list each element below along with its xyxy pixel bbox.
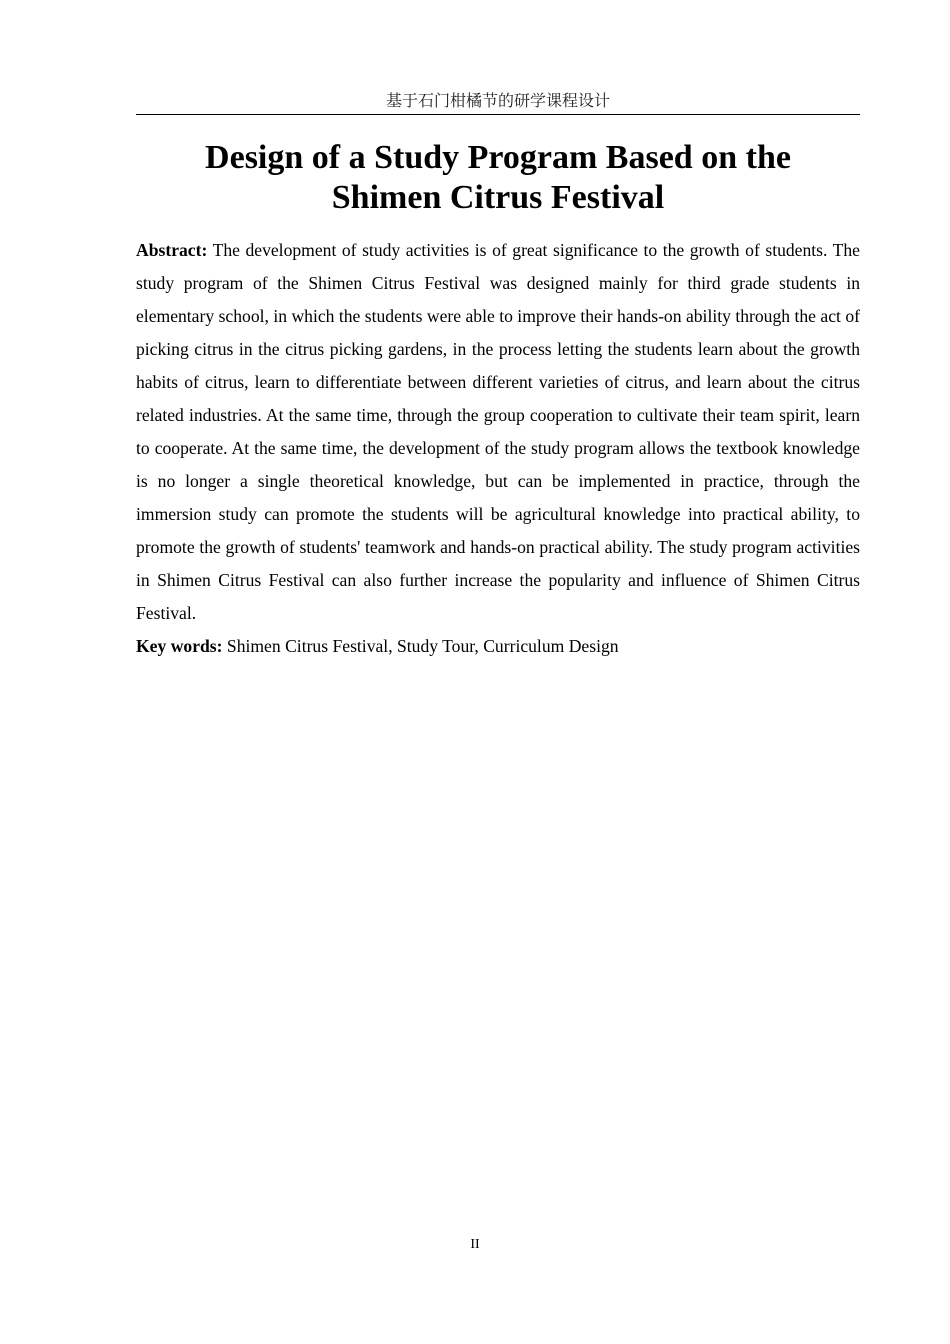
paper-title [136, 138, 860, 218]
paper-title-line-1: Design of a Study Program Based on the [205, 139, 791, 176]
abstract-label: Abstract: [136, 240, 208, 260]
abstract-paragraph [136, 234, 860, 630]
keywords-label: Key words: [136, 636, 223, 656]
running-header-text: 基于石门柑橘节的研学课程设计 [385, 91, 610, 110]
keywords-text: Shimen Citrus Festival, Study Tour, Curriculum Design [226, 636, 619, 656]
page-number: II [470, 1237, 480, 1252]
abstract-text: The development of study activities is of great significance to the growth of students. The study program of the Shimen Citrus Festival was designed mainly for third grade students in elementary school, in which the students were able to improve their hands-on ability through the act of picking citrus in the citrus picking gardens, in the process letting the students learn about the growth habits of citrus, learn to differentiate between different varieties of citrus, and learn about the citrus related industries. At the same time, through the group cooperation to cultivate their team spirit, learn to cooperate. At the same time, the development of the study program allows the textbook knowledge is no longer a single theoretical knowledge, but can be implemented in practice, through the immersion study can promote the students will be agricultural knowledge into practical ability, to promote the growth of students' teamwork and hands-on practical ability. The study program activities in Shimen Citrus Festival can also further increase the popularity and influence of Shimen Citrus Festival. [136, 240, 860, 623]
running-header [136, 90, 860, 115]
keywords-paragraph [136, 630, 860, 663]
paper-title-line-2: Shimen Citrus Festival [331, 179, 665, 216]
